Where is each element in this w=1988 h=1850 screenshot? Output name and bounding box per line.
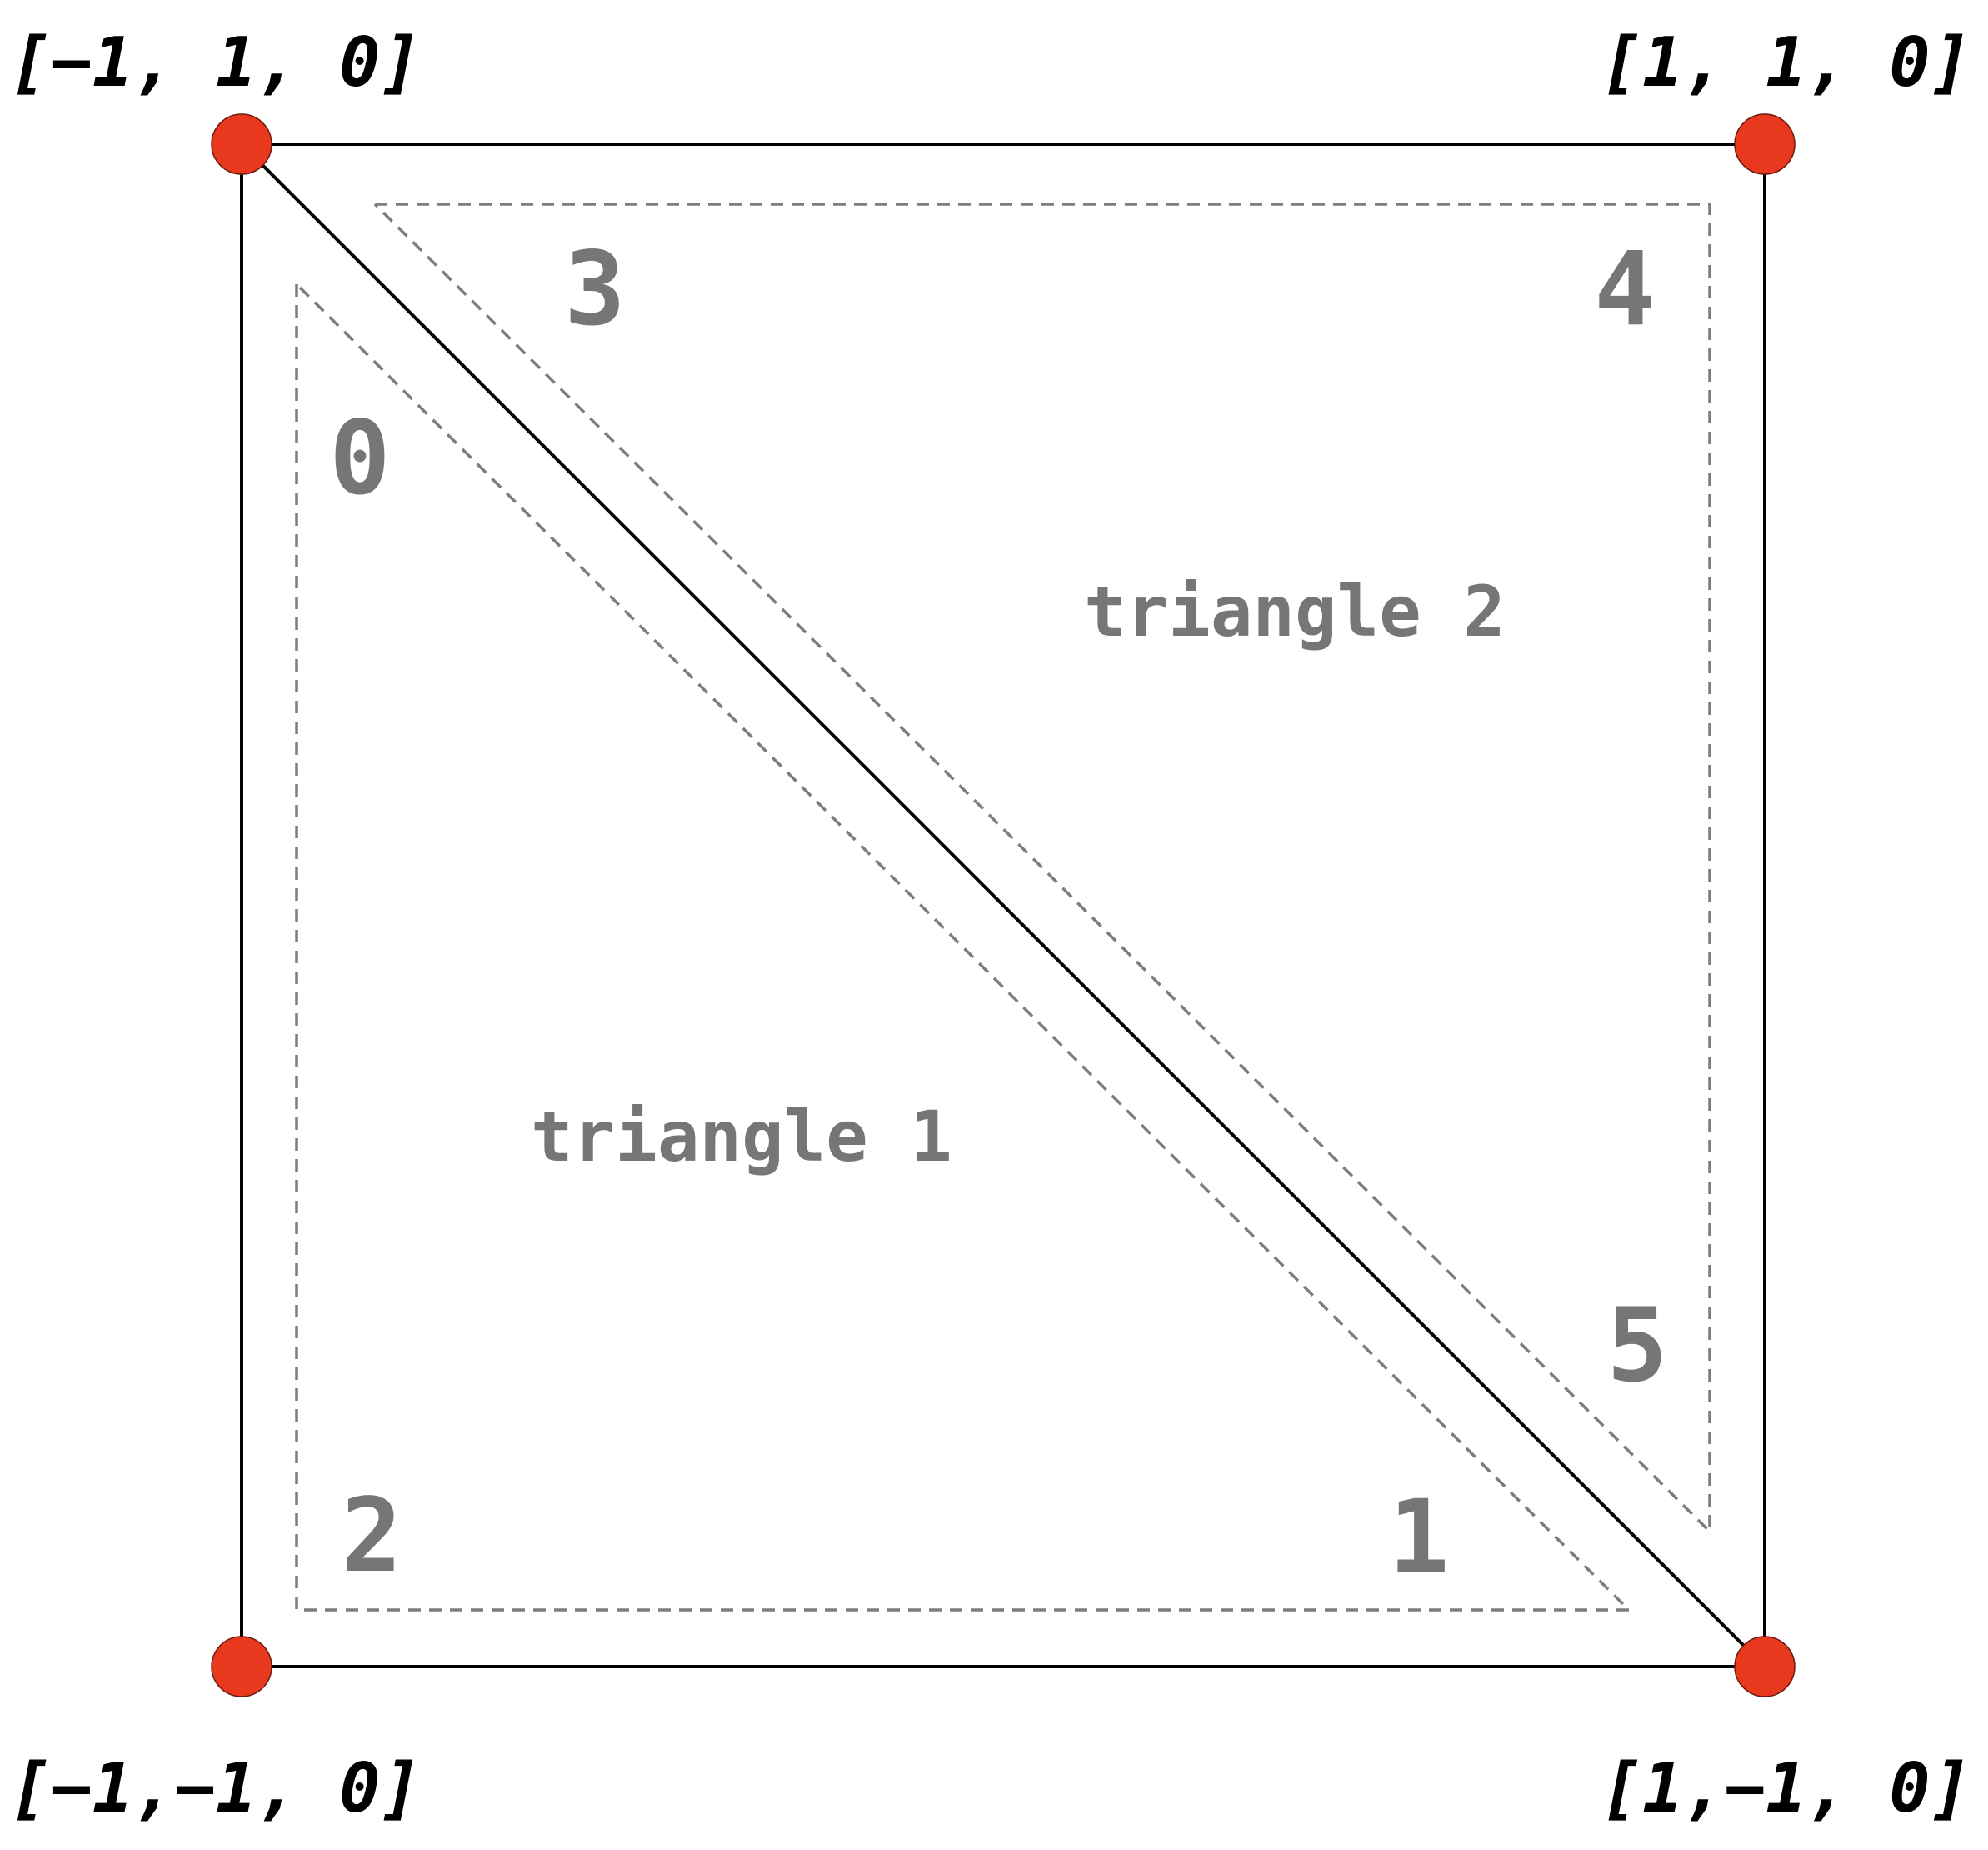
coord-label-top-right: [1, 1, 0] [1601,23,1971,102]
triangle-2-outline [375,204,1710,1532]
triangle-1-outline [297,284,1629,1610]
vertex-dot-bottom-left [212,1637,272,1697]
vertex-dot-bottom-right [1735,1637,1795,1697]
index-label-1: 1 [1388,1478,1450,1597]
index-label-5: 5 [1606,1287,1668,1405]
index-label-3: 3 [564,230,626,348]
vertex-dot-top-left [212,114,272,174]
vertex-dot-top-right [1735,114,1795,174]
square-edges [242,144,1765,1667]
triangle-1-label: triangle 1 [531,1096,952,1178]
coord-label-bottom-right: [1,−1, 0] [1601,1749,1971,1828]
triangle-2-label: triangle 2 [1084,571,1506,652]
index-label-4: 4 [1594,230,1656,348]
diagonal-edge [242,144,1765,1667]
coord-label-top-left: [−1, 1, 0] [10,23,422,102]
index-label-0: 0 [329,399,391,518]
index-label-2: 2 [341,1477,402,1595]
coord-label-bottom-left: [−1,−1, 0] [10,1749,422,1828]
